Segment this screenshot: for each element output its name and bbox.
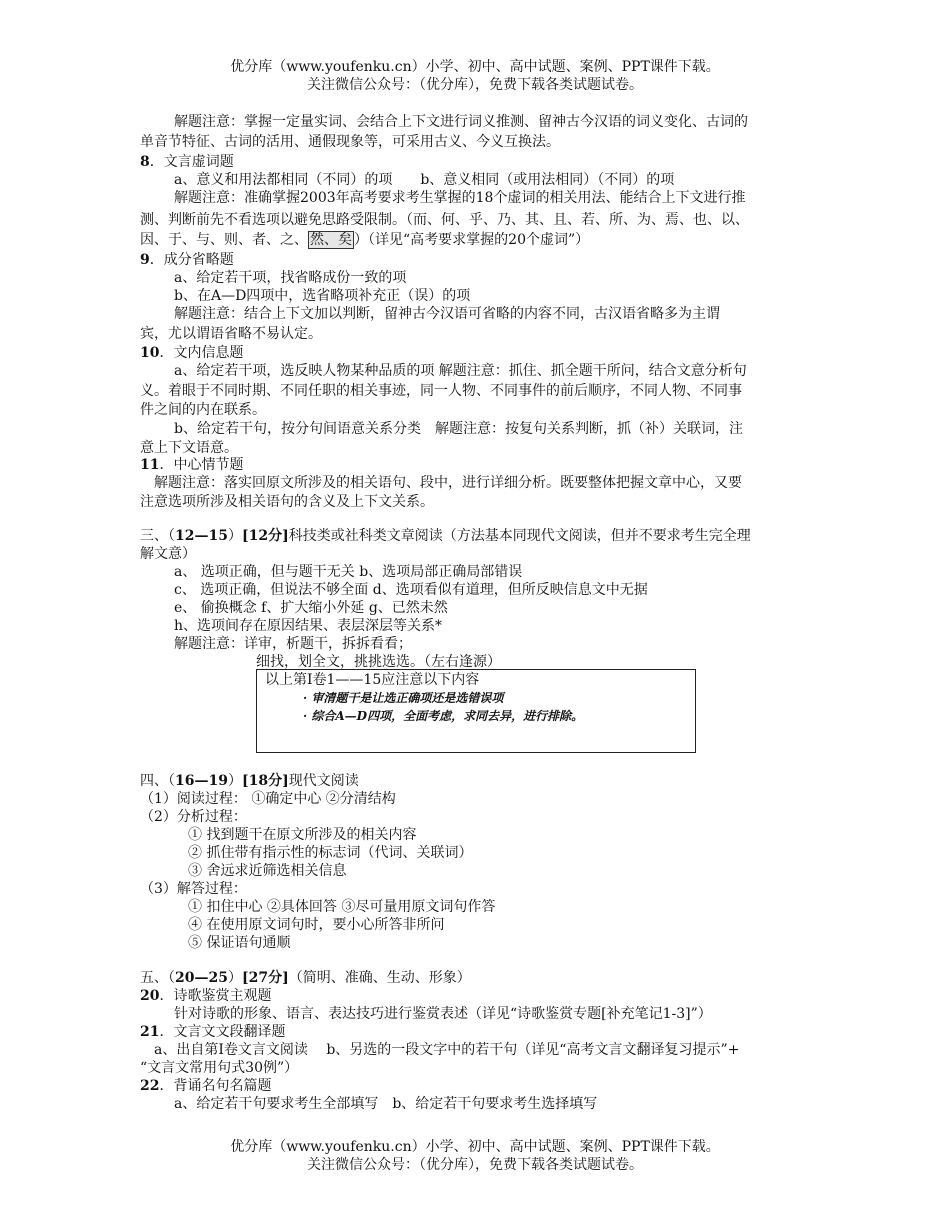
question-11-title: ．中心情节题 bbox=[159, 457, 244, 473]
question-11-number: 11 bbox=[140, 457, 160, 473]
section-3-option-line-3: e、 偷换概念 f、扩大缩小外延 g、已然未然 bbox=[174, 600, 448, 616]
section-4-step-3-item-1: ① 扣住中心 ②具体回答 ③尽可量用原文词句作答 bbox=[188, 899, 496, 915]
section-5-score: [27分] bbox=[241, 970, 289, 986]
section-4-prefix: 四、（ bbox=[140, 773, 175, 789]
note-box-point-2: · 综合A—D四项，全面考虑，求同去异，进行排除。 bbox=[303, 709, 584, 723]
section-3-close: ） bbox=[227, 528, 242, 544]
header-line-2: 关注微信公众号：（优分库），免费下载各类试题试卷。 bbox=[307, 77, 643, 93]
section-4-step-3: （3）解答过程： bbox=[140, 881, 247, 897]
note-box-title: 以上第Ⅰ卷1——15应注意以下内容 bbox=[265, 672, 480, 688]
question-8-heading bbox=[140, 153, 234, 171]
section-3-tip-line-1: 解题注意：详审，析题干，拆拆看看； bbox=[174, 636, 412, 652]
section-4-heading bbox=[140, 772, 359, 790]
highlighted-words: 然、矣 bbox=[310, 232, 352, 248]
question-10-b-line-1: b、给定若干句，按分句间语意关系分类 解题注意：按复句关系判断，抓（补）关联词，注 bbox=[174, 421, 743, 437]
question-10-a-line-1: a、给定若干项，选反映人物某种品质的项 解题注意：抓住、抓全题干所问，结合文意分析句 bbox=[174, 363, 747, 379]
question-22-title: ．背诵名句名篇题 bbox=[159, 1078, 272, 1094]
section-3-heading bbox=[140, 527, 751, 545]
section-4-step-3-item-3: ⑤ 保证语句通顺 bbox=[188, 935, 291, 951]
tip-7-line-2: 单音节特征、古词的活用、通假现象等，可采用古义、今义互换法。 bbox=[140, 134, 560, 150]
question-9-number: 9 bbox=[140, 252, 150, 268]
question-9-tip-line-1: 解题注意：结合上下文加以判断，留神古今汉语可省略的内容不同，古汉语省略多为主谓 bbox=[174, 306, 720, 322]
footer-line-2: 关注微信公众号：（优分库），免费下载各类试题试卷。 bbox=[307, 1157, 643, 1173]
question-21-title: ．文言文文段翻译题 bbox=[159, 1024, 286, 1040]
section-4-step-2-item-1: ① 找到题干在原文所涉及的相关内容 bbox=[188, 827, 417, 843]
question-8-number: 8 bbox=[140, 154, 150, 170]
question-11-tip-line-1: 解题注意：落实回原文所涉及的相关语句、段中，进行详细分析。既要整体把握文章中心，又要 bbox=[154, 475, 742, 491]
section-4-step-2: （2）分析过程： bbox=[140, 809, 247, 825]
question-8-tip-line-3 bbox=[140, 231, 589, 249]
note-box-point-1: · 审清题干是让选正确项还是选错误项 bbox=[303, 691, 504, 705]
section-3-title: 科技类或社科类文章阅读（方法基本同现代文阅读，但并不要求考生完全理 bbox=[288, 528, 751, 544]
question-8-tip-line-2: 测、判断前先不看选项以避免思路受限制。（而、何、乎、乃、其、且、若、所、为、焉、也、以、 bbox=[140, 212, 749, 228]
question-10-title: ．文内信息题 bbox=[159, 345, 244, 361]
question-10-a-line-3: 件之间的内在联系。 bbox=[140, 402, 266, 418]
header-line-1: 优分库（www.youfenku.cn）小学、初中、高中试题、案例、PPT课件下载。 bbox=[230, 59, 720, 75]
question-21-number: 21 bbox=[140, 1024, 160, 1040]
section-4-step-1: （1）阅读过程： ①确定中心 ②分清结构 bbox=[140, 791, 396, 807]
question-9-title: ．成分省略题 bbox=[149, 252, 234, 268]
section-5-title: （简明、准确、生动、形象） bbox=[288, 970, 471, 986]
section-3-score: [12分] bbox=[241, 528, 289, 544]
section-3-prefix: 三、（ bbox=[140, 528, 175, 544]
question-22-number: 22 bbox=[140, 1078, 160, 1094]
section-3-range: 12—15 bbox=[175, 528, 228, 544]
question-21-heading bbox=[140, 1023, 285, 1041]
question-9-option-a: a、给定若干项，找省略成份一致的项 bbox=[174, 270, 407, 286]
section-5-close: ） bbox=[227, 970, 242, 986]
section-4-title: 现代文阅读 bbox=[288, 773, 359, 789]
note-box bbox=[256, 669, 696, 753]
question-8-tip-line-1: 解题注意：准确掌握2003年高考要求考生掌握的18个虚词的相关用法、能结合上下文进行推 bbox=[174, 190, 746, 206]
question-9-tip-line-2: 宾，尤以谓语省略不易认定。 bbox=[140, 326, 322, 342]
section-4-step-2-item-3: ③ 舍远求近筛选相关信息 bbox=[188, 863, 347, 879]
question-21-description-line-2: “文言文常用句式30例”） bbox=[140, 1060, 299, 1076]
section-4-range: 16—19 bbox=[175, 773, 228, 789]
question-20-description: 针对诗歌的形象、语言、表达技巧进行鉴赏表述（详见“诗歌鉴赏专题[补充笔记1-3]”） bbox=[174, 1006, 712, 1022]
question-8-options: a、意义和用法都相同（不同）的项 b、意义相同（或用法相同）（不同）的项 bbox=[174, 172, 675, 188]
section-4-step-2-item-2: ② 抓住带有指示性的标志词（代词、关联词） bbox=[188, 845, 473, 861]
question-10-number: 10 bbox=[140, 345, 160, 361]
question-20-heading bbox=[140, 987, 271, 1005]
question-11-heading bbox=[140, 456, 243, 474]
question-20-title: ．诗歌鉴赏主观题 bbox=[159, 988, 272, 1004]
section-5-heading bbox=[140, 969, 471, 987]
question-8-tip-line-3-part-1: 因、于、与、则、者、之、 bbox=[140, 232, 308, 248]
question-10-heading bbox=[140, 344, 243, 362]
question-9-heading bbox=[140, 251, 234, 269]
question-10-b-line-2: 意上下文语意。 bbox=[140, 440, 238, 456]
section-3-option-line-2: c、 选项正确，但说法不够全面 d、选项看似有道理，但所反映信息文中无据 bbox=[174, 582, 648, 598]
question-22-heading bbox=[140, 1077, 271, 1095]
tip-7-line-1: 解题注意：掌握一定量实词、会结合上下文进行词义推测、留神古今汉语的词义变化、古词的 bbox=[174, 114, 748, 130]
section-3-heading-line-2: 解文意） bbox=[140, 546, 196, 562]
question-11-tip-line-2: 注意选项所涉及相关语句的含义及上下文关系。 bbox=[140, 494, 434, 510]
footer-line-1: 优分库（www.youfenku.cn）小学、初中、高中试题、案例、PPT课件下载。 bbox=[230, 1139, 720, 1155]
section-3-option-line-1: a、 选项正确，但与题干无关 b、选项局部正确局部错误 bbox=[174, 564, 523, 580]
section-3-tip-line-2: 细找，划全文，挑挑选选。（左右逢源） bbox=[256, 654, 501, 670]
question-22-description: a、给定若干句要求考生全部填写 b、给定若干句要求考生选择填写 bbox=[174, 1096, 598, 1112]
question-9-option-b: b、在A—D四项中，选省略项补充正（误）的项 bbox=[174, 288, 471, 304]
section-3-option-line-4: h、选项间存在原因结果、表层深层等关系* bbox=[174, 618, 443, 634]
question-10-a-line-2: 义。着眼于不同时期、不同任职的相关事迹，同一人物、不同事件的前后顺序，不同人物、不同事 bbox=[140, 383, 742, 399]
section-4-close: ） bbox=[227, 773, 242, 789]
section-5-range: 20—25 bbox=[175, 970, 228, 986]
section-4-step-3-item-2: ④ 在使用原文词句时，要小心所答非所问 bbox=[188, 917, 445, 933]
question-8-tip-line-3-part-3: ）（详见“高考要求掌握的20个虚词”） bbox=[354, 232, 590, 248]
question-20-number: 20 bbox=[140, 988, 160, 1004]
question-8-title: ．文言虚词题 bbox=[149, 154, 234, 170]
section-5-prefix: 五、（ bbox=[140, 970, 175, 986]
section-4-score: [18分] bbox=[241, 773, 289, 789]
question-21-description-line-1: a、出自第Ⅰ卷文言文阅读 b、另选的一段文字中的若干句（详见“高考文言文翻译复习提示”+ bbox=[154, 1042, 740, 1058]
